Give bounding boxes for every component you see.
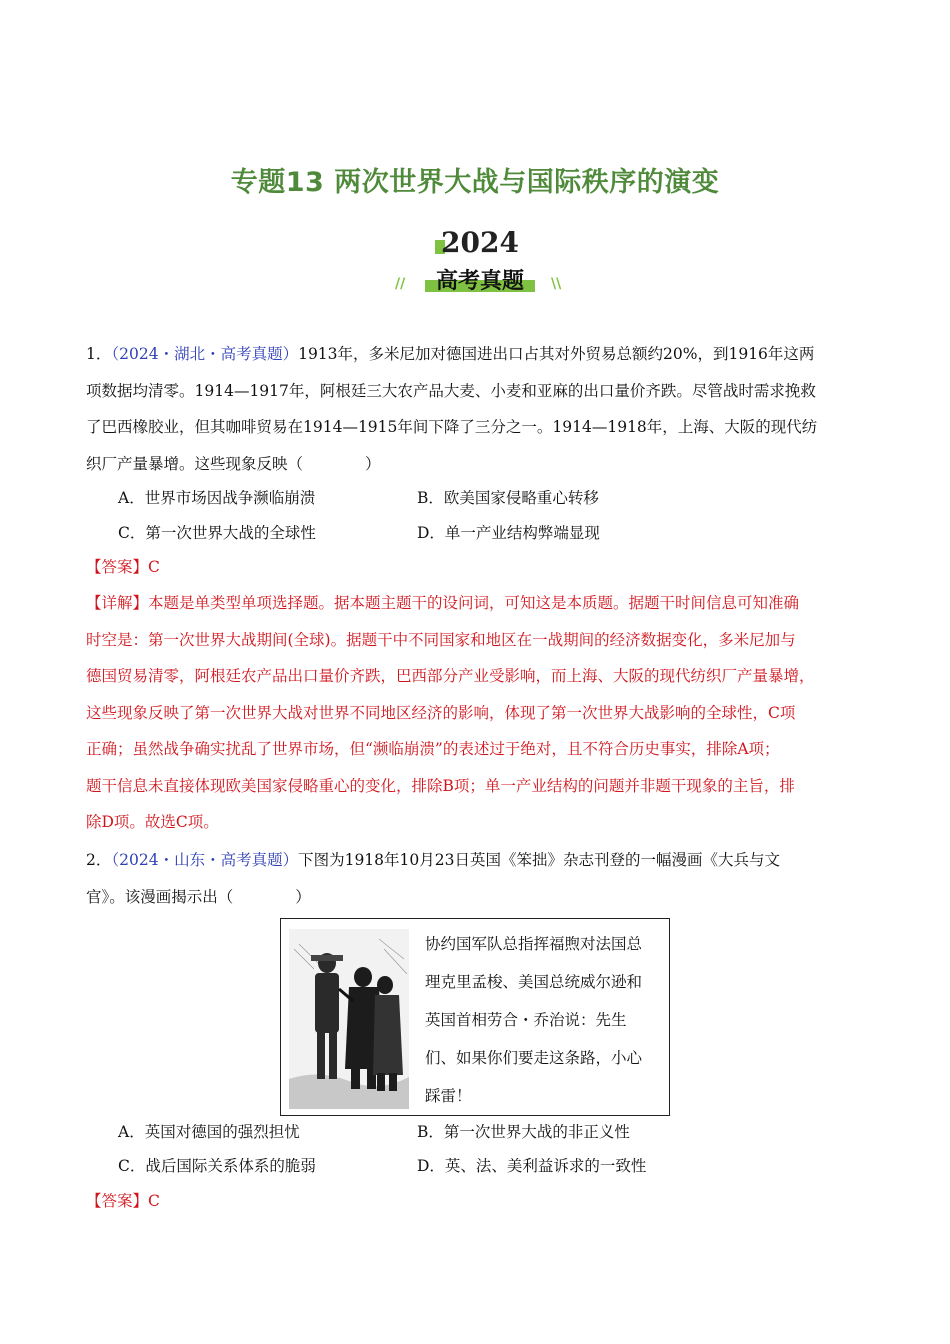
q2-answer-tag: 【答案】 — [86, 1192, 149, 1210]
q1-stem-first-line — [86, 336, 866, 373]
q1-detail-line: 时空是：第一次世界大战期间(全球)。据题干中不同国家和地区在一战期间的经济数据变化，多米尼加与 — [86, 630, 796, 649]
q1-option-d[interactable]: D．单一产业结构弊端显现 — [417, 524, 600, 542]
badge-right-slash-icon: \\ — [551, 276, 562, 292]
year-badge — [395, 226, 565, 294]
q2-stem — [86, 842, 866, 915]
q1-number: 1． — [86, 345, 112, 363]
cartoon-caption — [425, 925, 665, 1115]
q1-stem-first: 1913年，多米尼加对德国进出口占其对外贸易总额约20%，到1916年这两 — [298, 345, 815, 363]
q1-answer-tag: 【答案】 — [86, 558, 149, 576]
q1-detail-line: 除D项。故选C项。 — [86, 813, 219, 831]
q1-detail — [86, 585, 866, 841]
q2-number: 2． — [86, 851, 112, 869]
badge-label: 高考真题 — [435, 269, 524, 294]
q1-detail-line: 德国贸易清零，阿根廷农产品出口量价齐跌，巴西部分产业受影响，而上海、大阪的现代纺织厂产量暴增， — [86, 667, 815, 685]
q1-stem-line: 了巴西橡胶业，但其咖啡贸易在1914—1915年间下降了三分之一。1914—1918年，上海、大阪的现代纺 — [86, 418, 818, 436]
badge-band — [413, 264, 547, 294]
q1-stem — [86, 336, 866, 482]
page-title: 专题13 两次世界大战与国际秩序的演变 — [230, 167, 720, 198]
q2-option-c[interactable]: C．战后国际关系体系的脆弱 — [118, 1157, 316, 1175]
badge-year: 2024 — [441, 226, 519, 259]
caption-line: 协约国军队总指挥福煦对法国总 — [425, 935, 643, 953]
cartoon-illustration — [289, 929, 409, 1109]
q2-stem-first-line — [86, 842, 866, 879]
q1-detail-tag: 【详解】 — [86, 594, 149, 612]
q1-detail-first: 本题是单类型单项选择题。据本题主题干的设问词，可知这是本质题。据题干时间信息可知准确 — [148, 594, 800, 612]
caption-line: 英国首相劳合・乔治说：先生 — [425, 1011, 627, 1029]
q2-stem-first: 下图为1918年10月23日英国《笨拙》杂志刊登的一幅漫画《大兵与文 — [298, 851, 780, 869]
q1-detail-line: 正确；虽然战争确实扰乱了世界市场，但“濒临崩溃”的表述过于绝对，且不符合历史事实，排除A项； — [86, 740, 780, 758]
q2-answer — [86, 1183, 866, 1220]
q1-option-b[interactable]: B．欧美国家侵略重心转移 — [417, 489, 599, 507]
badge-left-slash-icon: // — [395, 276, 406, 292]
q1-detail-line: 这些现象反映了第一次世界大战对世界不同地区经济的影响，体现了第一次世界大战影响的全球性，C项 — [86, 703, 796, 722]
q2-source: （2024・山东・高考真题） — [111, 851, 299, 869]
q1-stem-line: 项数据均清零。1914—1917年，阿根廷三大农产品大麦、小麦和亚麻的出口量价齐跌。尽管战时需求挽救 — [86, 381, 816, 400]
q1-stem-line: 织厂产量暴增。这些现象反映（ ） — [86, 454, 381, 473]
caption-line: 理克里孟梭、美国总统威尔逊和 — [425, 973, 643, 991]
caption-line: 踩雷！ — [425, 1087, 472, 1105]
q2-option-b[interactable]: B．第一次世界大战的非正义性 — [417, 1123, 630, 1141]
q2-option-a[interactable]: A．英国对德国的强烈担忧 — [118, 1123, 300, 1141]
q1-option-a[interactable]: A．世界市场因战争濒临崩溃 — [118, 489, 316, 507]
q1-answer-value: C — [148, 558, 160, 576]
caption-line: 们、如果你们要走这条路，小心 — [425, 1049, 643, 1067]
q1-detail-line: 题干信息未直接体现欧美国家侵略重心的变化，排除B项；单一产业结构的问题并非题干现象的主旨，排 — [86, 776, 795, 795]
q2-answer-value: C — [148, 1192, 160, 1210]
q1-answer — [86, 549, 866, 586]
q2-option-d[interactable]: D．英、法、美利益诉求的一致性 — [417, 1157, 647, 1175]
q1-option-c[interactable]: C．第一次世界大战的全球性 — [118, 524, 316, 542]
cartoon-figure — [280, 918, 670, 1116]
q1-source: （2024・湖北・高考真题） — [111, 345, 299, 363]
q1-detail-first-line — [86, 585, 866, 622]
q2-stem-line: 官》。该漫画揭示出（ ） — [86, 887, 311, 906]
